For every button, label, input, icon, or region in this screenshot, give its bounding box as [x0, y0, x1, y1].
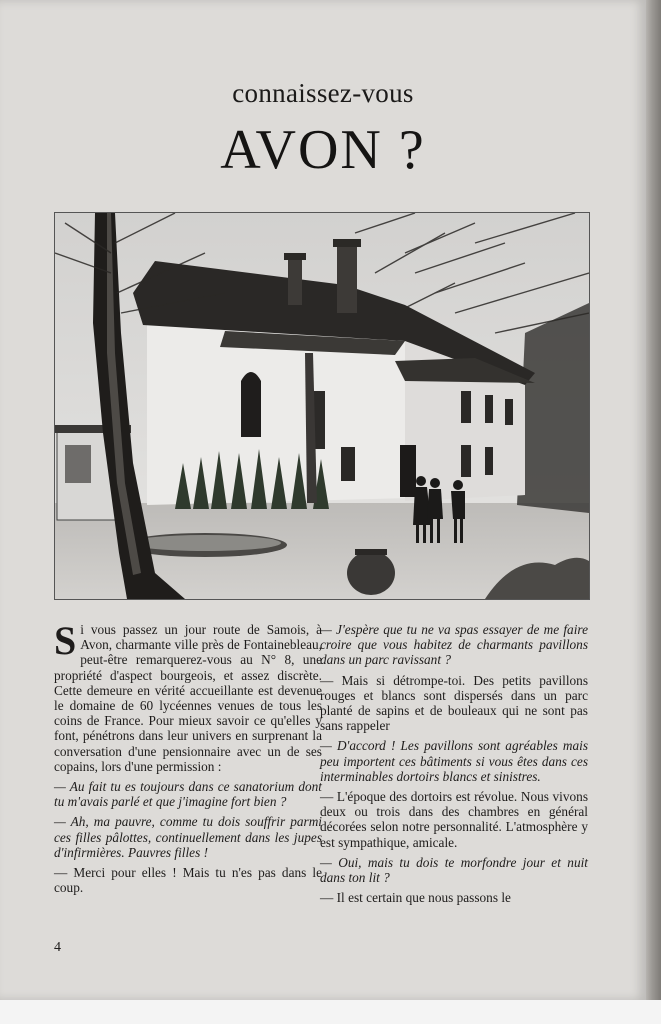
article-paragraph: Si vous passez un jour route de Samois, à Avon, charmante ville près de Fontainebleau, peut-être remarquerez-vous au N° 8, une propriété d'aspect bourgeois, et assez discrète. Cette demeure en vérité accueillante est devenue le domaine de 60 lycéennes venues de tous les coins de France. Pour mieux savoir ce qu'elles y font, pénétrons dans leur univers en surprenant la conversation d'une pensionnaire avec un de ses copains, lors d'une permission : [54, 618, 322, 774]
drop-cap: S [54, 618, 77, 663]
photo-chimney [288, 257, 302, 305]
article-paragraph: — Mais si détrompe-toi. Des petits pavillons rouges et blancs sont dispersés dans un parc planté de sapins et de bouleaux qui ne sont pas sans rappeler [320, 672, 588, 734]
article-headline: AVON ? [220, 119, 426, 181]
article-paragraph: — Oui, mais tu dois te morfondre jour et nuit dans ton lit ? [320, 854, 588, 886]
article-kicker: connaissez-vous [232, 78, 414, 108]
article-paragraph: — J'espère que tu ne va spas essayer de me faire croire que vous habitez de charmants pavillons dans un parc ravissant ? [320, 622, 588, 668]
house-photo [54, 212, 590, 600]
article-paragraph: — L'époque des dortoirs est révolue. Nous vivons deux ou trois dans des chambres en général décorées selon notre personnalité. L'atmosphère y est sympathique, amicale. [320, 789, 588, 850]
article-column-right [320, 622, 588, 910]
article-paragraph: — Merci pour elles ! Mais tu n'es pas dans le coup. [54, 865, 322, 896]
page-number: 4 [54, 940, 61, 955]
article-paragraph: — D'accord ! Les pavillons sont agréables mais peu importent ces bâtiments si vous êtes dans ces interminables dortoirs blancs et sinistres. [320, 738, 588, 784]
photo-chimney [337, 243, 357, 313]
article-paragraph: — Il est certain que nous passons le [320, 890, 511, 906]
article-column-left [54, 618, 322, 900]
article-paragraph: — Ah, ma pauvre, comme tu dois souffrir parmi ces filles pâlottes, continuellement dans les jupes d'infirmières. Pauvres filles ! [54, 814, 322, 860]
scan-margin [0, 1000, 661, 1024]
photo-urn [347, 551, 395, 595]
page-edge [646, 0, 661, 1024]
photo-trees-right [517, 303, 589, 513]
article-paragraph: — Au fait tu es toujours dans ce sanatorium dont tu m'avais parlé et que j'imagine fort bien ? [54, 779, 322, 810]
photo-window [241, 372, 261, 437]
